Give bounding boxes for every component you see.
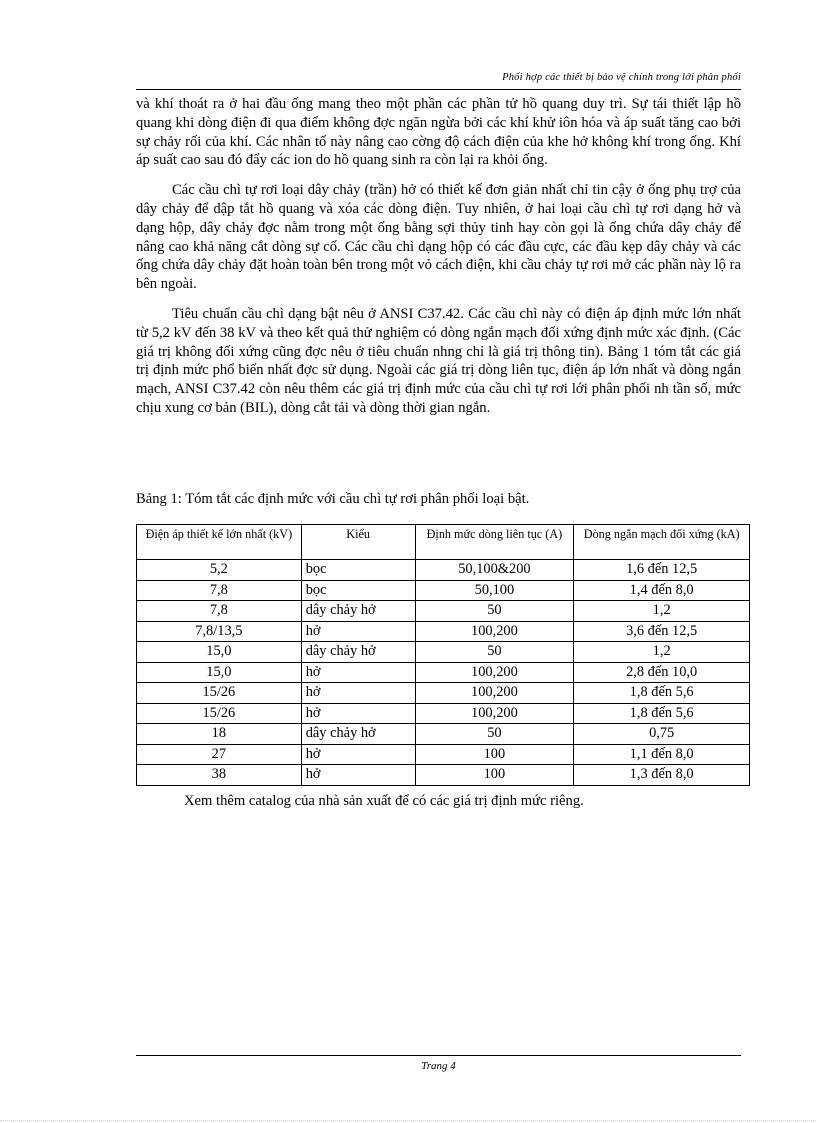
table-row — [137, 560, 750, 581]
table-cell: 100 — [415, 765, 574, 786]
table-cell: dây chảy hở — [301, 601, 415, 622]
table-cell: 5,2 — [137, 560, 302, 581]
running-header: Phối hợp các thiết bị bảo vệ chính trong lới phân phối — [502, 72, 741, 83]
table-cell: 7,8 — [137, 580, 302, 601]
table-cell: 50 — [415, 724, 574, 745]
table-cell: 7,8/13,5 — [137, 621, 302, 642]
table-row — [137, 724, 750, 745]
table-cell: 1,2 — [574, 601, 750, 622]
table-cell: 50,100 — [415, 580, 574, 601]
table-cell: 100,200 — [415, 662, 574, 683]
table-cell: 1,6 đến 12,5 — [574, 560, 750, 581]
table-cell: hở — [301, 683, 415, 704]
table-row — [137, 662, 750, 683]
table-cell: 100,200 — [415, 621, 574, 642]
table-cell: 38 — [137, 765, 302, 786]
table-cell: dây chảy hở — [301, 724, 415, 745]
table-cell: 1,8 đến 5,6 — [574, 683, 750, 704]
column-header: Định mức dòng liên tục (A) — [415, 525, 574, 560]
table-cell: hở — [301, 744, 415, 765]
column-header: Dòng ngắn mạch đối xứng (kA) — [574, 525, 750, 560]
table-cell: bọc — [301, 560, 415, 581]
table-cell: 3,6 đến 12,5 — [574, 621, 750, 642]
paragraph: Các cầu chì tự rơi loại dây chảy (trần) hở có thiết kế đơn giản nhất chỉ tin cậy ở ống phụ trợ của dây chảy để dập tắt hồ quang và xóa các dòng điện. Tuy nhiên, ở hai loại cầu chì tự rơi dạng hở và dạng hộp, dây chảy đợc nằm trong một ống bằng sợi thủy tinh hay còn gọi là ống chứa dây chảy để nâng cao khả năng cắt dòng sự cố. Các cầu chì dạng hộp có các đầu cực, các đầu kẹp dây chảy và các ống chứa dây chảy đặt hoàn toàn bên trong một vỏ cách điện, khi cầu chảy tự rơi mở các phần này lộ ra bên ngoài. — [136, 182, 741, 293]
table-cell: hở — [301, 662, 415, 683]
table-row — [137, 683, 750, 704]
table-cell: 1,8 đến 5,6 — [574, 703, 750, 724]
table-cell: bọc — [301, 580, 415, 601]
table-cell: 50 — [415, 601, 574, 622]
table-cell: 100 — [415, 744, 574, 765]
page-number: Trang 4 — [421, 1060, 456, 1072]
table-cell: 18 — [137, 724, 302, 745]
body-text — [136, 95, 741, 429]
table-header-row — [137, 525, 750, 560]
table-row — [137, 580, 750, 601]
table-cell: hở — [301, 765, 415, 786]
ratings-table — [136, 524, 750, 786]
table-cell: 1,3 đến 8,0 — [574, 765, 750, 786]
table-cell: 100,200 — [415, 683, 574, 704]
table-cell: 1,1 đến 8,0 — [574, 744, 750, 765]
footer-divider — [136, 1055, 741, 1056]
table-cell: 27 — [137, 744, 302, 765]
table-row — [137, 601, 750, 622]
column-header: Điện áp thiết kế lớn nhất (kV) — [137, 525, 302, 560]
paragraph: và khí thoát ra ở hai đầu ống mang theo một phần các phần tử hồ quang duy trì. Sự tái thiết lập hồ quang khi dòng điện đi qua điểm không đợc ngăn ngừa bởi các khí khử iôn hóa và áp suất tăng cao bởi sự chảy rối của khí. Các nhân tố này nâng cao cờng độ cách điện của khe hở không khí trong ống. Khí áp suất cao sau đó đẩy các ion do hồ quang sinh ra còn lại ra khỏi ống. — [136, 96, 741, 169]
table-cell: 15/26 — [137, 703, 302, 724]
table-cell: 15,0 — [137, 642, 302, 663]
table-row — [137, 642, 750, 663]
table-cell: 15/26 — [137, 683, 302, 704]
table-cell: hở — [301, 621, 415, 642]
table-cell: 100,200 — [415, 703, 574, 724]
table-row — [137, 744, 750, 765]
table-cell: hở — [301, 703, 415, 724]
table-cell: 15,0 — [137, 662, 302, 683]
table-row — [137, 621, 750, 642]
table-body — [137, 560, 750, 786]
table-cell: 7,8 — [137, 601, 302, 622]
paragraph: Tiêu chuẩn cầu chì dạng bật nêu ở ANSI C37.42. Các cầu chì này có điện áp định mức lớn nhất từ 5,2 kV đến 38 kV và theo kết quả thử nghiệm có dòng ngắn mạch đối xứng định mức xác định. (Các giá trị không đối xứng cũng đợc nêu ở tiêu chuẩn nhng chỉ là giá trị thông tin). Bảng 1 tóm tắt các giá trị định mức phổ biến nhất đợc sử dụng. Ngoài các giá trị dòng liên tục, điện áp lớn nhất và dòng ngắn mạch, ANSI C37.42 còn nêu thêm các giá trị định mức của cầu chì tự rơi lới phân phối nh tần số, mức chịu xung cơ bản (BIL), dòng cắt tải và dòng thời gian ngắn. — [136, 305, 741, 416]
table-cell: 1,2 — [574, 642, 750, 663]
table-row — [137, 703, 750, 724]
header-divider — [136, 89, 741, 90]
table-cell: 50,100&200 — [415, 560, 574, 581]
table-cell: 50 — [415, 642, 574, 663]
table-cell: dây chảy hở — [301, 642, 415, 663]
table-cell: 0,75 — [574, 724, 750, 745]
page-edge — [0, 1120, 816, 1121]
table-row — [137, 765, 750, 786]
column-header: Kiểu — [301, 525, 415, 560]
catalog-note: Xem thêm catalog của nhà sản xuất để có các giá trị định mức riêng. — [184, 793, 584, 809]
table-cell: 2,8 đến 10,0 — [574, 662, 750, 683]
table-cell: 1,4 đến 8,0 — [574, 580, 750, 601]
table-caption: Bảng 1: Tóm tắt các định mức với cầu chì tự rơi phân phối loại bật. — [136, 491, 530, 507]
